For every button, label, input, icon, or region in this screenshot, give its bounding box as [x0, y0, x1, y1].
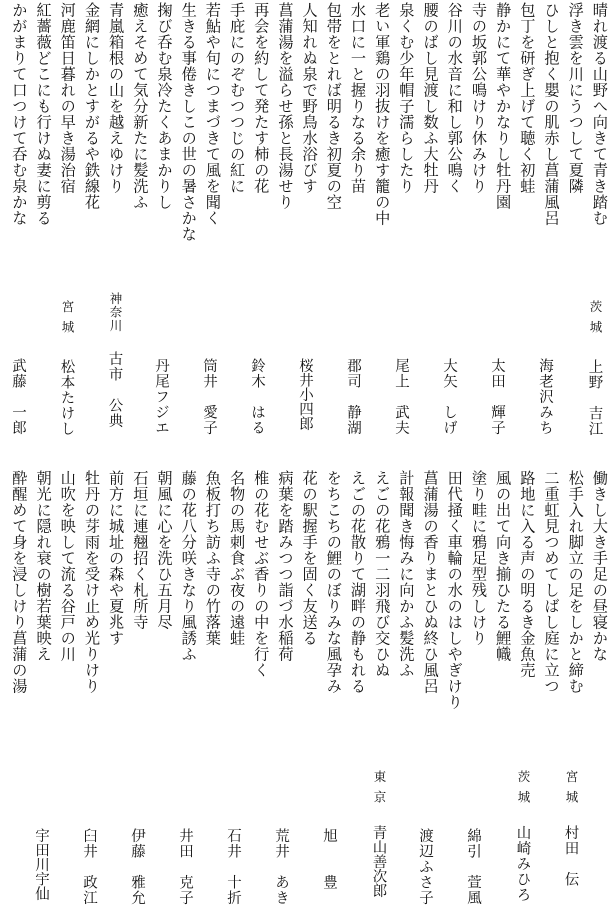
author-name: 臼井 政江 — [81, 828, 97, 906]
haiku-text: 石垣に連翹招く札所寺 — [131, 470, 150, 630]
haiku-text: 人知れぬ泉で野鳥水浴びす — [300, 2, 319, 194]
haiku-text: ひしと抱く嬰の肌赤し菖蒲風呂 — [542, 2, 561, 226]
haiku-text: 菖蒲湯を溢らせ孫と長湯せり — [276, 2, 295, 210]
haiku-text: 牡丹の芽雨を受け止め光りけり — [82, 470, 101, 694]
haiku-column — [152, 470, 176, 770]
author-name: 渡辺ふさ子 — [417, 828, 433, 906]
author-entry — [583, 300, 607, 437]
haiku-text: 病葉を踏みつつ詣づ水稲荷 — [276, 470, 295, 662]
haiku-text: をちこちの鯉のぼりみな風孕み — [324, 470, 343, 694]
haiku-text: 二重虹見つめてしばし庭に立つ — [542, 470, 561, 694]
haiku-text: 腰のばし見渡し数ふ大牡丹 — [421, 2, 440, 194]
author-name: 荒井 あき — [273, 828, 289, 906]
haiku-text: 水口に一と握りなる余り苗 — [349, 2, 368, 194]
author-entry — [8, 358, 32, 436]
author-name: 太田 輝子 — [489, 358, 505, 436]
haiku-text: 包帯をとれば明るき初夏の空 — [324, 2, 343, 210]
author-name: 武藤 一郎 — [10, 358, 26, 436]
author-entry — [55, 300, 79, 437]
haiku-text: 河鹿笛日暮れの早き湯治宿 — [58, 2, 77, 194]
haiku-column — [443, 470, 467, 770]
haiku-column — [56, 470, 80, 770]
author-name: 古市 公典 — [106, 350, 123, 428]
author-entry — [247, 358, 271, 436]
haiku-column — [273, 470, 297, 770]
author-name: 村田 伝 — [562, 825, 579, 887]
haiku-text: 静かにて華やかなりし牡丹園 — [494, 2, 513, 210]
haiku-text: 泉くむ少年帽子濡らしたり — [397, 2, 416, 194]
author-name: 丹尾フジエ — [153, 358, 169, 436]
haiku-text: 田代掻く車輪の水のはしやぎけり — [445, 470, 464, 710]
haiku-text: 働きし大き手足の昼寝かな — [590, 470, 609, 662]
author-entry — [175, 828, 199, 906]
author-entry — [343, 358, 367, 436]
haiku-text: 紅薔薇どこにも行けぬ妻に剪る — [34, 2, 53, 226]
haiku-text: 青嵐箱根の山を越えゆけり — [107, 2, 126, 194]
haiku-text: 路地に入る声の明るき金魚売 — [518, 470, 537, 678]
author-name: 石井 十折 — [225, 828, 241, 906]
haiku-column — [322, 470, 346, 770]
author-name: 山崎みひろ — [514, 825, 531, 903]
author-name: 宇田川宇仙 — [33, 828, 49, 901]
prefecture-label: 茨城 — [588, 300, 603, 341]
prefecture-label: 神奈川 — [108, 292, 123, 333]
author-entry — [391, 358, 415, 436]
haiku-text: 谷川の水音に和し郭公鳴く — [445, 2, 464, 194]
author-name: 綿引 萱風 — [465, 828, 481, 906]
haiku-text: 晴れ渡る山野へ向きて青き踏む — [590, 2, 609, 226]
haiku-column — [564, 470, 588, 770]
haiku-column — [298, 470, 322, 770]
haiku-text: 魚板打ち訪ふ寺の竹落葉 — [203, 470, 222, 646]
haiku-column — [515, 470, 539, 770]
haiku-column — [370, 470, 394, 770]
author-name: 大矢 しげ — [441, 358, 457, 436]
haiku-text: 癒えそめて気分新たに髪洗ふ — [131, 2, 150, 210]
haiku-text: 浮き雲を川にうつして夏隣 — [566, 2, 585, 194]
haiku-text: えごの花鴉一二羽飛び交ひぬ — [373, 470, 392, 678]
lower-author-row — [0, 770, 616, 920]
author-name: 伊藤 雅允 — [129, 828, 145, 906]
haiku-text: 酔醒めて身を浸しけり菖蒲の湯 — [10, 470, 29, 694]
haiku-text: 若鮎や句につまづきて風を聞く — [203, 2, 222, 226]
author-entry — [31, 828, 55, 901]
haiku-text: 藤の花八分咲きなり風誘ふ — [179, 470, 198, 662]
haiku-column — [249, 470, 273, 770]
author-name: 上野 吉江 — [586, 359, 603, 437]
author-entry — [103, 292, 127, 428]
haiku-text: かがまりて口つけて呑む泉かな — [10, 2, 29, 226]
haiku-column — [225, 470, 249, 770]
author-entry — [487, 358, 511, 436]
author-name: 桜井小四郎 — [297, 358, 313, 431]
author-entry — [319, 828, 343, 890]
author-entry — [367, 770, 391, 898]
haiku-text: 塗り畦に鴉足型残しけり — [469, 470, 488, 646]
author-entry — [415, 828, 439, 906]
author-entry — [463, 828, 487, 906]
haiku-column — [128, 470, 152, 770]
author-entry — [223, 828, 247, 906]
author-name: 鈴木 はる — [249, 358, 265, 436]
haiku-text: 掬び呑む泉冷たくあまかりし — [155, 2, 174, 210]
haiku-column — [346, 470, 370, 770]
haiku-text: 名物の馬刺食ぶ夜の遠蛙 — [228, 470, 247, 646]
haiku-column — [80, 470, 104, 770]
haiku-column — [201, 470, 225, 770]
haiku-text: 金網にしかとすがるや鉄線花 — [82, 2, 101, 210]
prefecture-label: 東京 — [372, 770, 387, 811]
haiku-column — [104, 470, 128, 770]
author-entry — [439, 358, 463, 436]
haiku-text: 再会を約して発たす柿の花 — [252, 2, 271, 194]
author-entry — [511, 770, 535, 903]
haiku-column — [177, 470, 201, 770]
haiku-column — [539, 470, 563, 770]
author-name: 尾上 武夫 — [393, 358, 409, 436]
author-entry — [559, 770, 583, 887]
haiku-text: 風の出て向き揃ひたる鯉幟 — [494, 470, 513, 662]
haiku-text: 手庇にのぞむつつじの紅に — [228, 2, 247, 194]
author-entry — [535, 358, 559, 436]
haiku-column — [7, 470, 31, 770]
haiku-column — [467, 470, 491, 770]
prefecture-label: 茨城 — [516, 770, 531, 811]
author-name: 海老沢みち — [537, 358, 553, 436]
haiku-text: 松手入れ脚立の足をしかと締む — [566, 470, 585, 694]
upper-author-row — [0, 292, 616, 460]
author-entry — [295, 358, 319, 431]
haiku-column — [419, 470, 443, 770]
author-entry — [151, 358, 175, 436]
author-name: 松本たけし — [58, 359, 75, 437]
author-entry — [199, 358, 223, 436]
author-name: 筒井 愛子 — [201, 358, 217, 436]
prefecture-label: 宮城 — [60, 300, 75, 341]
author-name: 井田 克子 — [177, 828, 193, 906]
lower-columns — [0, 470, 616, 770]
haiku-text: 朝風に心を洗ひ五月尽 — [155, 470, 174, 630]
haiku-text: 花の駅握手を固く友送る — [300, 470, 319, 646]
prefecture-label: 宮城 — [564, 770, 579, 811]
haiku-column — [588, 470, 612, 770]
haiku-text: 菖蒲湯の香りまとひぬ終ひ風呂 — [421, 470, 440, 694]
haiku-column — [32, 470, 56, 770]
author-entry — [79, 828, 103, 906]
author-entry — [127, 828, 151, 906]
haiku-text: 椎の花むせぶ香りの中を行く — [252, 470, 271, 678]
haiku-text: えごの花散りて湖畔の静もれる — [349, 470, 368, 694]
haiku-text: 山吹を映して流る谷戸の川 — [58, 470, 77, 662]
haiku-text: 前方に城址の森や夏兆す — [107, 470, 126, 646]
lower-haiku-section — [0, 470, 616, 770]
haiku-text: 計報聞き悔みに向かふ髪洗ふ — [397, 470, 416, 678]
haiku-text: 朝光に隠れ衰の樹若葉映え — [34, 470, 53, 662]
haiku-column — [394, 470, 418, 770]
author-name: 郡司 静湖 — [345, 358, 361, 436]
author-name: 旭 豊 — [321, 828, 337, 890]
haiku-text: 寺の坂郭公鳴けり休みけり — [469, 2, 488, 194]
haiku-text: 生きる事倦きしこの世の暑さかな — [179, 2, 198, 242]
author-name: 青山善次郎 — [370, 825, 387, 898]
haiku-column — [491, 470, 515, 770]
author-entry — [271, 828, 295, 906]
haiku-text: 包丁を研ぎ上げて聴く初蛙 — [518, 2, 537, 194]
haiku-text: 老い軍鶏の羽抜けを癒す籠の中 — [373, 2, 392, 226]
